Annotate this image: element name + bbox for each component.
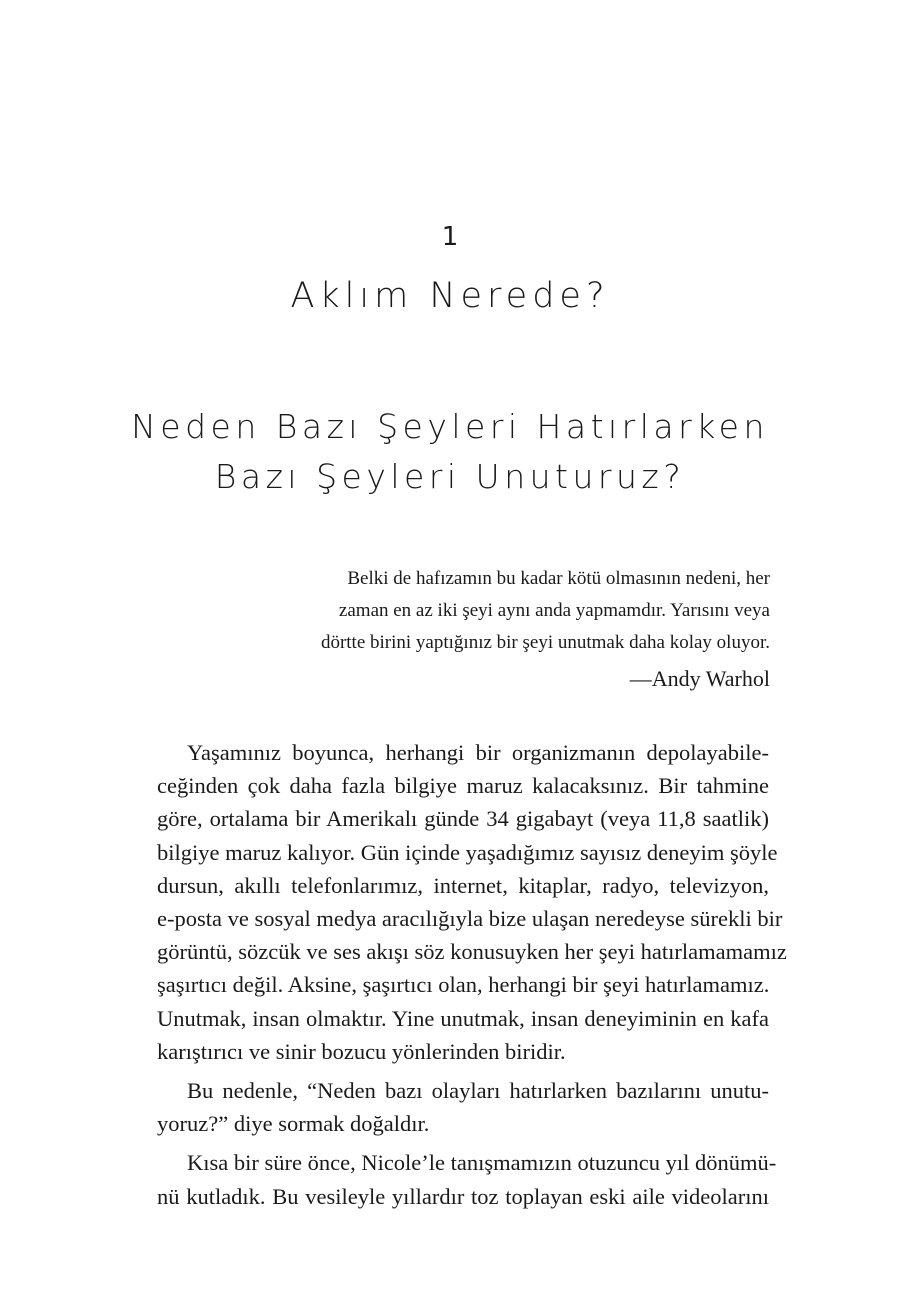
epigraph-author: —Andy Warhol xyxy=(629,666,770,691)
epigraph-line: zaman en az iki şeyi aynı anda yapmamdır. Yarısını veya xyxy=(338,600,770,621)
text-line: nü kutladık. Bu vesileyle yıllardır toz toplayan eski aile videolarını xyxy=(157,1183,769,1209)
text-line: göre, ortalama bir Amerikalı günde 34 gigabayt (veya 11,8 saatlik) xyxy=(157,806,769,832)
text-line: yoruz?” diye sormak doğaldır. xyxy=(157,1111,430,1137)
text-line: karıştırıcı ve sinir bozucu yönlerinden biridir. xyxy=(157,1038,566,1064)
subtitle-line: Neden Bazı Şeyleri Hatırlarken xyxy=(131,407,769,446)
text-line: Bu nedenle, “Neden bazı olayları hatırlarken bazılarını unutu- xyxy=(187,1078,769,1104)
body-text xyxy=(157,736,787,1219)
paragraph xyxy=(157,1146,777,1212)
epigraph-line: dörtte birini yaptığınız bir şeyi unutmak daha kolay oluyor. xyxy=(320,632,770,653)
chapter-number: 1 xyxy=(441,222,459,252)
text-line: bilgiye maruz kalıyor. Gün içinde yaşadığımız sayısız deneyim şöyle xyxy=(157,839,778,865)
text-line: Yaşamınız boyunca, herhangi bir organizmanın depolayabile- xyxy=(187,740,769,765)
text-line: dursun, akıllı telefonlarımız, internet, kitaplar, radyo, televizyon, xyxy=(157,872,769,898)
chapter-subtitle xyxy=(0,402,900,502)
epigraph-line: Belki de hafızamın bu kadar kötü olmasının nedeni, her xyxy=(347,568,770,589)
text-line: ceğinden çok daha fazla bilgiye maruz kalacaksınız. Bir tahmine xyxy=(157,773,769,799)
subtitle-line: Bazı Şeyleri Unuturuz? xyxy=(214,457,686,496)
epigraph-quote xyxy=(210,563,770,659)
text-line: Unutmak, insan olmaktır. Yine unutmak, insan deneyiminin en kafa xyxy=(157,1005,769,1031)
text-line: Kısa bir süre önce, Nicole’le tanışmamızın otuzuncu yıl dönümü- xyxy=(187,1150,777,1176)
chapter-title: Aklım Nerede? xyxy=(290,276,610,316)
text-line: şaşırtıcı değil. Aksine, şaşırtıcı olan, herhangi bir şeyi hatırlamamız. xyxy=(157,972,770,998)
text-line: e-posta ve sosyal medya aracılığıyla bize ulaşan neredeyse sürekli bir xyxy=(157,906,783,932)
paragraph xyxy=(157,736,787,1068)
paragraph xyxy=(157,1074,769,1140)
text-line: görüntü, sözcük ve ses akışı söz konusuyken her şeyi hatırlamamamız xyxy=(157,939,787,965)
